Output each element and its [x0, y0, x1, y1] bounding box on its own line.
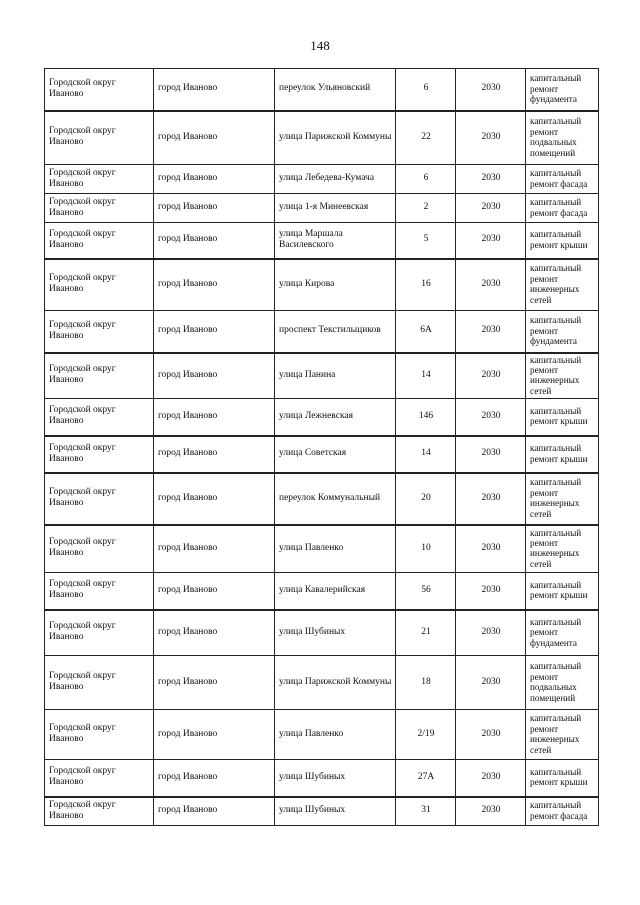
city-cell: город Иваново — [154, 399, 275, 436]
city-cell: город Иваново — [154, 111, 275, 165]
work-cell: капитальный ремонт инженерных сетей — [526, 525, 599, 573]
house-cell: 146 — [396, 399, 456, 436]
table-row — [45, 436, 599, 473]
table-row — [45, 797, 599, 826]
district-cell: Городской округ Иваново — [45, 311, 154, 353]
year-cell: 2030 — [456, 165, 526, 194]
street-cell: улица Маршала Василевского — [275, 223, 396, 259]
district-cell: Городской округ Иваново — [45, 353, 154, 399]
street-cell: улица Лежневская — [275, 399, 396, 436]
district-cell: Городской округ Иваново — [45, 525, 154, 573]
work-cell: капитальный ремонт крыши — [526, 760, 599, 797]
year-cell: 2030 — [456, 111, 526, 165]
city-cell: город Иваново — [154, 525, 275, 573]
district-cell: Городской округ Иваново — [45, 436, 154, 473]
page-number: 148 — [310, 38, 330, 53]
district-cell: Городской округ Иваново — [45, 656, 154, 710]
city-cell: город Иваново — [154, 194, 275, 223]
year-cell: 2030 — [456, 573, 526, 610]
table-row — [45, 259, 599, 311]
table-row — [45, 525, 599, 573]
street-cell: переулок Коммунальный — [275, 473, 396, 525]
work-cell: капитальный ремонт инженерных сетей — [526, 259, 599, 311]
house-cell: 10 — [396, 525, 456, 573]
house-cell: 5 — [396, 223, 456, 259]
table-row — [45, 610, 599, 656]
year-cell: 2030 — [456, 710, 526, 760]
city-cell: город Иваново — [154, 656, 275, 710]
house-cell: 21 — [396, 610, 456, 656]
city-cell: город Иваново — [154, 259, 275, 311]
district-cell: Городской округ Иваново — [45, 259, 154, 311]
street-cell: улица Лебедева-Кумача — [275, 165, 396, 194]
street-cell: улица Павленко — [275, 525, 396, 573]
house-cell: 56 — [396, 573, 456, 610]
street-cell: улица Парижской Коммуны — [275, 656, 396, 710]
work-cell: капитальный ремонт крыши — [526, 399, 599, 436]
work-cell: капитальный ремонт фундамента — [526, 69, 599, 111]
table-row — [45, 194, 599, 223]
table-row — [45, 353, 599, 399]
street-cell: улица Павленко — [275, 710, 396, 760]
house-cell: 14 — [396, 436, 456, 473]
house-cell: 18 — [396, 656, 456, 710]
table-row — [45, 710, 599, 760]
district-cell: Городской округ Иваново — [45, 573, 154, 610]
city-cell: город Иваново — [154, 797, 275, 826]
house-cell: 16 — [396, 259, 456, 311]
year-cell: 2030 — [456, 525, 526, 573]
work-cell: капитальный ремонт подвальных помещений — [526, 111, 599, 165]
house-cell: 2/19 — [396, 710, 456, 760]
year-cell: 2030 — [456, 311, 526, 353]
year-cell: 2030 — [456, 194, 526, 223]
table-row — [45, 399, 599, 436]
street-cell: улица Панина — [275, 353, 396, 399]
work-cell: капитальный ремонт фасада — [526, 797, 599, 826]
street-cell: улица 1-я Минеевская — [275, 194, 396, 223]
city-cell: город Иваново — [154, 436, 275, 473]
year-cell: 2030 — [456, 797, 526, 826]
table-body — [45, 69, 599, 826]
city-cell: город Иваново — [154, 165, 275, 194]
work-cell: капитальный ремонт фундамента — [526, 610, 599, 656]
year-cell: 2030 — [456, 69, 526, 111]
house-cell: 27А — [396, 760, 456, 797]
table-row — [45, 760, 599, 797]
city-cell: город Иваново — [154, 223, 275, 259]
work-cell: капитальный ремонт фундамента — [526, 311, 599, 353]
table-row — [45, 311, 599, 353]
city-cell: город Иваново — [154, 760, 275, 797]
table-row — [45, 223, 599, 259]
city-cell: город Иваново — [154, 573, 275, 610]
year-cell: 2030 — [456, 760, 526, 797]
work-cell: капитальный ремонт крыши — [526, 573, 599, 610]
street-cell: улица Шубиных — [275, 797, 396, 826]
district-cell: Городской округ Иваново — [45, 194, 154, 223]
district-cell: Городской округ Иваново — [45, 473, 154, 525]
work-cell: капитальный ремонт инженерных сетей — [526, 473, 599, 525]
work-cell: капитальный ремонт крыши — [526, 436, 599, 473]
street-cell: переулок Ульяновский — [275, 69, 396, 111]
street-cell: улица Шубиных — [275, 610, 396, 656]
district-cell: Городской округ Иваново — [45, 610, 154, 656]
city-cell: город Иваново — [154, 610, 275, 656]
street-cell: улица Советская — [275, 436, 396, 473]
street-cell: улица Кавалерийская — [275, 573, 396, 610]
work-cell: капитальный ремонт фасада — [526, 194, 599, 223]
table-row — [45, 656, 599, 710]
house-cell: 6 — [396, 69, 456, 111]
house-cell: 2 — [396, 194, 456, 223]
district-cell: Городской округ Иваново — [45, 710, 154, 760]
district-cell: Городской округ Иваново — [45, 223, 154, 259]
work-cell: капитальный ремонт инженерных сетей — [526, 353, 599, 399]
house-cell: 22 — [396, 111, 456, 165]
table-row — [45, 473, 599, 525]
district-cell: Городской округ Иваново — [45, 165, 154, 194]
city-cell: город Иваново — [154, 311, 275, 353]
year-cell: 2030 — [456, 436, 526, 473]
district-cell: Городской округ Иваново — [45, 760, 154, 797]
house-cell: 6 — [396, 165, 456, 194]
district-cell: Городской округ Иваново — [45, 69, 154, 111]
year-cell: 2030 — [456, 353, 526, 399]
city-cell: город Иваново — [154, 69, 275, 111]
work-cell: капитальный ремонт фасада — [526, 165, 599, 194]
work-cell: капитальный ремонт крыши — [526, 223, 599, 259]
year-cell: 2030 — [456, 656, 526, 710]
year-cell: 2030 — [456, 610, 526, 656]
year-cell: 2030 — [456, 473, 526, 525]
district-cell: Городской округ Иваново — [45, 111, 154, 165]
table-row — [45, 165, 599, 194]
street-cell: улица Шубиных — [275, 760, 396, 797]
table-row — [45, 69, 599, 111]
year-cell: 2030 — [456, 399, 526, 436]
year-cell: 2030 — [456, 259, 526, 311]
house-cell: 14 — [396, 353, 456, 399]
district-cell: Городской округ Иваново — [45, 399, 154, 436]
city-cell: город Иваново — [154, 473, 275, 525]
district-cell: Городской округ Иваново — [45, 797, 154, 826]
table-row — [45, 111, 599, 165]
street-cell: улица Парижской Коммуны — [275, 111, 396, 165]
house-cell: 6А — [396, 311, 456, 353]
work-cell: капитальный ремонт инженерных сетей — [526, 710, 599, 760]
street-cell: улица Кирова — [275, 259, 396, 311]
street-cell: проспект Текстильщиков — [275, 311, 396, 353]
house-cell: 31 — [396, 797, 456, 826]
table-row — [45, 573, 599, 610]
year-cell: 2030 — [456, 223, 526, 259]
house-cell: 20 — [396, 473, 456, 525]
city-cell: город Иваново — [154, 353, 275, 399]
repair-schedule-table — [44, 68, 599, 826]
work-cell: капитальный ремонт подвальных помещений — [526, 656, 599, 710]
city-cell: город Иваново — [154, 710, 275, 760]
